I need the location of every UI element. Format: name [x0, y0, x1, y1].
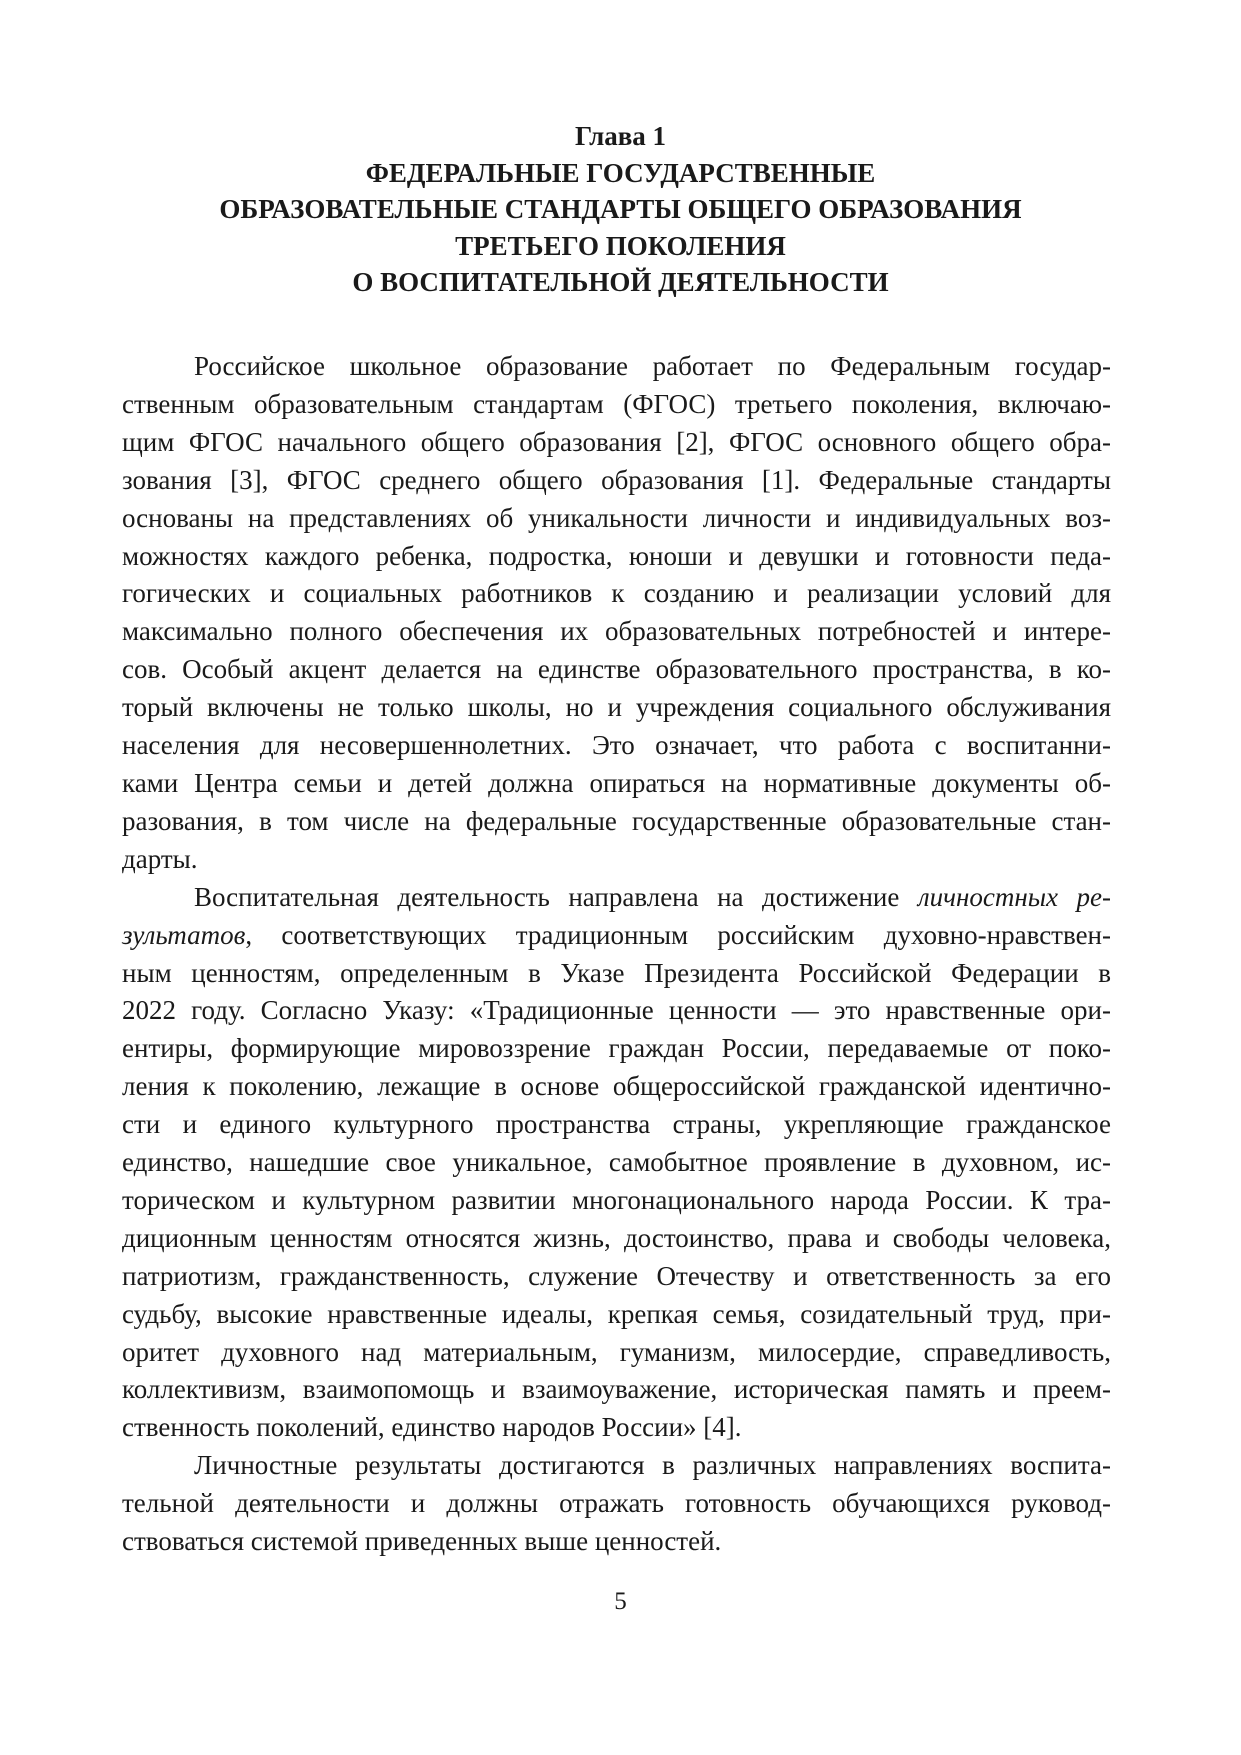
text-fragment: , соответствующих традиционным российским духовно-нравствен- [245, 919, 1111, 950]
text-line: ным ценностям, определенным в Указе Президента Российской Федерации в [122, 957, 1111, 988]
text-line: дарты. [122, 843, 198, 874]
text-line [122, 917, 1111, 955]
paragraph-2 [122, 879, 1111, 1448]
text-line: Личностные результаты достигаются в различных направлениях воспита- [194, 1450, 1111, 1481]
text-line: коллективизм, взаимопомощь и взаимоуважение, историческая память и преем- [122, 1374, 1111, 1405]
chapter-label: Глава 1 [574, 121, 667, 151]
text-line: ственность поколений, единство народов России» [4]. [122, 1412, 742, 1443]
paragraph-3 [122, 1447, 1111, 1561]
italic-term: личностных ре- [917, 881, 1111, 912]
text-line: зования [3], ФГОС среднего общего образования [1]. Федеральные стандарты [122, 464, 1111, 495]
text-line: Российское школьное образование работает по Федеральным государ- [194, 351, 1111, 381]
text-line: максимально полного обеспечения их образовательных потребностей и интере- [122, 616, 1111, 647]
text-line: ления к поколению, лежащие в основе общероссийской гражданской идентично- [122, 1071, 1111, 1102]
body-text [122, 348, 1111, 1561]
page-number: 5 [614, 1588, 627, 1615]
chapter-header [0, 118, 1241, 301]
chapter-title-line: ТРЕТЬЕГО ПОКОЛЕНИЯ [455, 230, 786, 261]
text-line: разования, в том числе на федеральные государственные образовательные стан- [122, 805, 1111, 836]
text-fragment: Воспитательная деятельность направлена на достижение [194, 881, 918, 912]
chapter-title-line: О ВОСПИТАТЕЛЬНОЙ ДЕЯТЕЛЬНОСТИ [352, 267, 889, 297]
text-line: ками Центра семьи и детей должна опираться на нормативные документы об- [122, 767, 1111, 798]
text-line: патриотизм, гражданственность, служение Отечеству и ответственность за его [122, 1260, 1111, 1291]
text-line: диционным ценностям относятся жизнь, достоинство, права и свободы человека, [122, 1222, 1111, 1253]
text-line: гогических и социальных работников к созданию и реализации условий для [122, 578, 1111, 609]
text-line: населения для несовершеннолетних. Это означает, что работа с воспитанни- [122, 730, 1111, 761]
text-line: 2022 году. Согласно Указу: «Традиционные ценности — это нравственные ори- [122, 995, 1111, 1026]
text-line: сов. Особый акцент делается на единстве образовательного пространства, в ко- [122, 654, 1111, 685]
text-line: щим ФГОС начального общего образования [2], ФГОС основного общего обра- [122, 426, 1111, 457]
chapter-title-line: ФЕДЕРАЛЬНЫЕ ГОСУДАРСТВЕННЫЕ [365, 157, 876, 188]
text-line: единство, нашедшие свое уникальное, самобытное проявление в духовном, ис- [122, 1147, 1111, 1178]
text-line: ствоваться системой приведенных выше ценностей. [122, 1526, 722, 1557]
text-line [122, 879, 1111, 917]
text-line: основаны на представлениях об уникальности личности и индивидуальных воз- [122, 502, 1111, 533]
text-line: можностях каждого ребенка, подростка, юноши и девушки и готовности педа- [122, 540, 1111, 571]
text-line: ентиры, формирующие мировоззрение граждан России, передаваемые от поко- [122, 1033, 1111, 1064]
italic-term: зультатов [122, 919, 246, 950]
chapter-title-line: ОБРАЗОВАТЕЛЬНЫЕ СТАНДАРТЫ ОБЩЕГО ОБРАЗОВАНИЯ [219, 194, 1022, 224]
text-line: торическом и культурном развитии многонационального народа России. К тра- [122, 1184, 1111, 1215]
text-line: тельной деятельности и должны отражать готовность обучающихся руковод- [122, 1488, 1111, 1519]
text-line: оритет духовного над материальным, гуманизм, милосердие, справедливость, [122, 1336, 1111, 1367]
text-line: судьбу, высокие нравственные идеалы, крепкая семья, созидательный труд, при- [122, 1298, 1111, 1329]
text-line: торый включены не только школы, но и учреждения социального обслуживания [122, 692, 1111, 723]
text-line: ственным образовательным стандартам (ФГОС) третьего поколения, включаю- [122, 388, 1111, 419]
paragraph-1 [122, 348, 1111, 879]
text-line: сти и единого культурного пространства страны, укрепляющие гражданское [122, 1109, 1111, 1140]
